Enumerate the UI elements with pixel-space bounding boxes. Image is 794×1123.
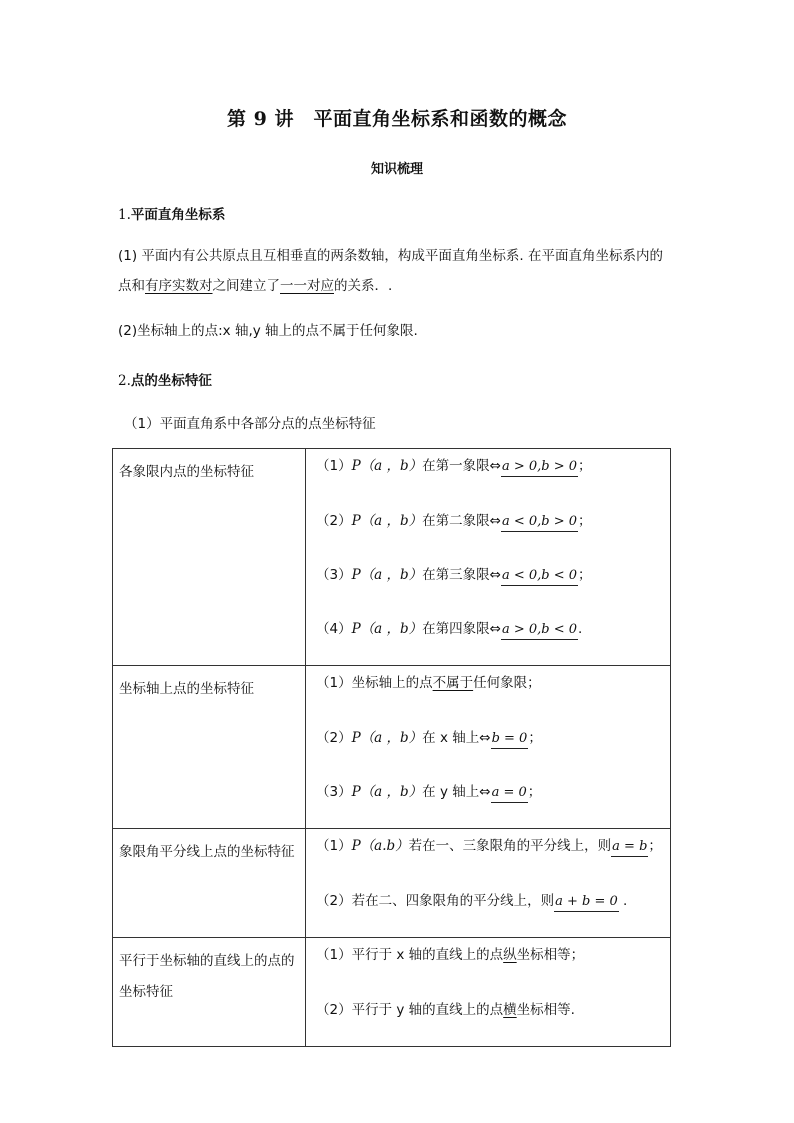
heading-number: 2.	[118, 373, 131, 389]
line-text: 任何象限；	[473, 675, 541, 691]
line-text: 在第四象限⇔	[422, 621, 501, 637]
line-prefix: （3）	[316, 567, 352, 583]
line-text: 在第二象限⇔	[422, 513, 501, 529]
answer-blank	[501, 566, 578, 586]
page-title: 第 9 讲 平面直角坐标系和函数的概念	[227, 108, 567, 130]
section-heading-1	[118, 203, 225, 223]
paragraph-1	[118, 241, 678, 301]
line-text: 在 y 轴上⇔	[422, 784, 491, 800]
answer-blank	[501, 457, 578, 477]
line-text: 坐标相等.	[516, 1002, 575, 1018]
answer-text: a = 0	[491, 785, 527, 800]
answer-text: b = 0	[491, 731, 528, 746]
heading-text: 点的坐标特征	[130, 373, 212, 389]
line-prefix: （1）	[316, 458, 352, 474]
line-text: 在 x 轴上⇔	[422, 730, 491, 746]
line-text: 在第一象限⇔	[422, 458, 501, 474]
line-suffix: ；	[578, 458, 592, 474]
row-content	[306, 449, 671, 666]
answer-blank	[611, 837, 648, 857]
line-text: 坐标相等；	[516, 947, 585, 963]
table-row	[113, 449, 671, 666]
feature-line	[316, 829, 670, 883]
row-content	[306, 829, 671, 938]
line-prefix: （2）平行于 y 轴的直线上的点	[316, 1002, 504, 1018]
feature-line	[316, 774, 670, 828]
underlined-term: 一一对应	[280, 278, 334, 294]
underlined-term: 纵	[503, 947, 517, 963]
feature-line	[316, 992, 670, 1046]
section-heading-2	[118, 369, 212, 389]
point-notation: P（a.b）	[351, 838, 409, 854]
row-label: 平行于坐标轴的直线上的点的坐标特征	[113, 938, 306, 1047]
point-notation: P（a ，b）	[351, 567, 423, 583]
answer-blank	[491, 729, 529, 749]
underlined-term: 横	[503, 1002, 517, 1018]
row-label: 象限角平分线上点的坐标特征	[113, 829, 306, 938]
line-prefix: （2）	[316, 730, 352, 746]
line-suffix: ；	[578, 513, 592, 529]
answer-blank	[501, 512, 578, 532]
point-notation: P（a ，b）	[351, 784, 423, 800]
line-suffix: ；	[578, 567, 592, 583]
feature-line	[316, 449, 670, 503]
line-suffix: ；	[528, 730, 542, 746]
line-prefix: （2）	[316, 513, 352, 529]
feature-line	[316, 883, 670, 937]
line-suffix: ；	[648, 838, 662, 854]
answer-text: a > 0,b > 0	[501, 459, 578, 474]
table-row	[113, 938, 671, 1047]
answer-text: a < 0,b < 0	[501, 568, 578, 583]
answer-text: a > 0,b < 0	[501, 622, 578, 637]
section-subtitle: 知识梳理	[370, 162, 423, 177]
answer-text: a < 0,b > 0	[501, 514, 578, 529]
line-text: 在第三象限⇔	[422, 567, 501, 583]
point-notation: P（a ，b）	[351, 513, 423, 529]
paragraph-text: 的关系．.	[334, 278, 393, 294]
answer-blank	[554, 892, 619, 912]
row-label: 各象限内点的坐标特征	[113, 449, 306, 666]
answer-blank	[491, 783, 528, 803]
answer-blank	[501, 620, 578, 640]
line-prefix: （1）坐标轴上的点	[316, 675, 433, 691]
table-row	[113, 829, 671, 938]
line-prefix: （3）	[316, 784, 352, 800]
coordinate-table	[112, 448, 671, 1047]
line-prefix: （4）	[316, 621, 352, 637]
line-suffix: .	[578, 621, 583, 637]
feature-line	[316, 557, 670, 611]
table-row	[113, 666, 671, 829]
paragraph-text: (1) 平面内有公共原点且互相垂直的两条数轴，构成平面直角坐标系. 在平面直角坐标系内的	[118, 248, 663, 264]
feature-line	[316, 666, 670, 720]
underlined-term: 不属于	[432, 675, 474, 691]
paragraph-text: 之间建立了	[212, 278, 280, 294]
feature-line	[316, 611, 670, 665]
heading-text: 平面直角坐标系	[130, 207, 226, 223]
row-content	[306, 666, 671, 829]
point-notation: P（a ，b）	[351, 458, 423, 474]
feature-line	[316, 938, 670, 992]
answer-text: a = b	[612, 839, 648, 854]
feature-line	[316, 720, 670, 774]
line-prefix: （1）平行于 x 轴的直线上的点	[316, 947, 504, 963]
row-label: 坐标轴上点的坐标特征	[113, 666, 306, 829]
point-notation: P（a ，b）	[351, 730, 423, 746]
paragraph-text: 点和	[118, 278, 145, 294]
line-text: 若在一、三象限角的平分线上，则	[408, 838, 612, 854]
line-prefix: （1）	[316, 838, 352, 854]
line-prefix: （2）若在二、四象限角的平分线上，则	[316, 893, 555, 909]
sub-heading: （1）平面直角系中各部分点的点坐标特征	[124, 416, 376, 432]
feature-line	[316, 503, 670, 557]
line-suffix: .	[618, 893, 628, 909]
line-suffix: ；	[527, 784, 542, 800]
heading-number: 1.	[118, 207, 131, 223]
paragraph-2: (2)坐标轴上的点:x 轴,y 轴上的点不属于任何象限.	[118, 323, 418, 339]
point-notation: P（a ，b）	[351, 621, 423, 637]
answer-text: a + b = 0	[555, 894, 618, 909]
underlined-term: 有序实数对	[145, 278, 213, 294]
row-content	[306, 938, 671, 1047]
